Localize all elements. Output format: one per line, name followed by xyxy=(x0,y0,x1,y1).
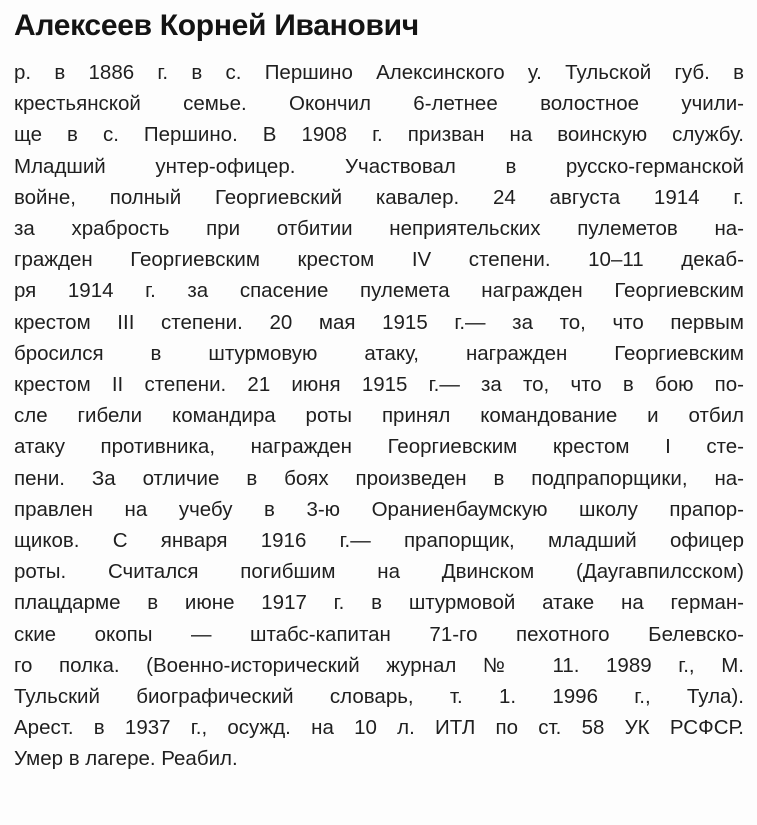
text-line: Арест. в 1937 г., осужд. на 10 л. ИТЛ по ст. 58 УК РСФСР. xyxy=(14,716,744,740)
text-line: го полка. (Военно-исторический журнал № 11. 1989 г., М. xyxy=(14,653,744,677)
text-line: атаку противника, награжден Георгиевским крестом I сте- xyxy=(14,435,744,459)
text-line: пени. За отличие в боях произведен в подпрапорщики, на- xyxy=(14,466,744,490)
text-line: правлен на учебу в 3-ю Ораниенбаумскую школу прапор- xyxy=(14,497,744,521)
text-line: войне, полный Георгиевский кавалер. 24 августа 1914 г. xyxy=(14,185,744,209)
text-line: бросился в штурмовую атаку, награжден Георгиевским xyxy=(14,341,744,365)
text-line: Умер в лагере. Реабил. xyxy=(14,747,238,771)
entry-body xyxy=(14,57,744,775)
text-line: Младший унтер-офицер. Участвовал в русско-германской xyxy=(14,154,744,178)
text-line: роты. Считался погибшим на Двинском (Даугавпилсском) xyxy=(14,560,744,584)
entry-title: Алексеев Корней Иванович xyxy=(14,9,419,42)
text-line: гражден Георгиевским крестом IV степени. 10–11 декаб- xyxy=(14,248,744,272)
text-line: ще в с. Першино. В 1908 г. призван на воинскую службу. xyxy=(14,123,744,147)
text-line: крестьянской семье. Окончил 6-летнее волостное учили- xyxy=(14,92,744,116)
text-line: Тульский биографический словарь, т. 1. 1996 г., Тула). xyxy=(14,685,744,709)
text-line: сле гибели командира роты принял командование и отбил xyxy=(14,404,744,428)
text-line: щиков. С января 1916 г.— прапорщик, младший офицер xyxy=(14,529,744,553)
text-line: р. в 1886 г. в с. Першино Алексинского у. Тульской губ. в xyxy=(14,61,744,84)
text-line: крестом III степени. 20 мая 1915 г.— за то, что первым xyxy=(14,310,744,334)
text-line: крестом II степени. 21 июня 1915 г.— за то, что в бою по- xyxy=(14,373,744,397)
text-line: ские окопы — штабс-капитан 71-го пехотного Белевско- xyxy=(14,622,744,646)
text-line: плацдарме в июне 1917 г. в штурмовой атаке на герман- xyxy=(14,591,744,615)
text-line: ря 1914 г. за спасение пулемета награжден Георгиевским xyxy=(14,279,744,303)
text-line: за храбрость при отбитии неприятельских пулеметов на- xyxy=(14,217,744,241)
